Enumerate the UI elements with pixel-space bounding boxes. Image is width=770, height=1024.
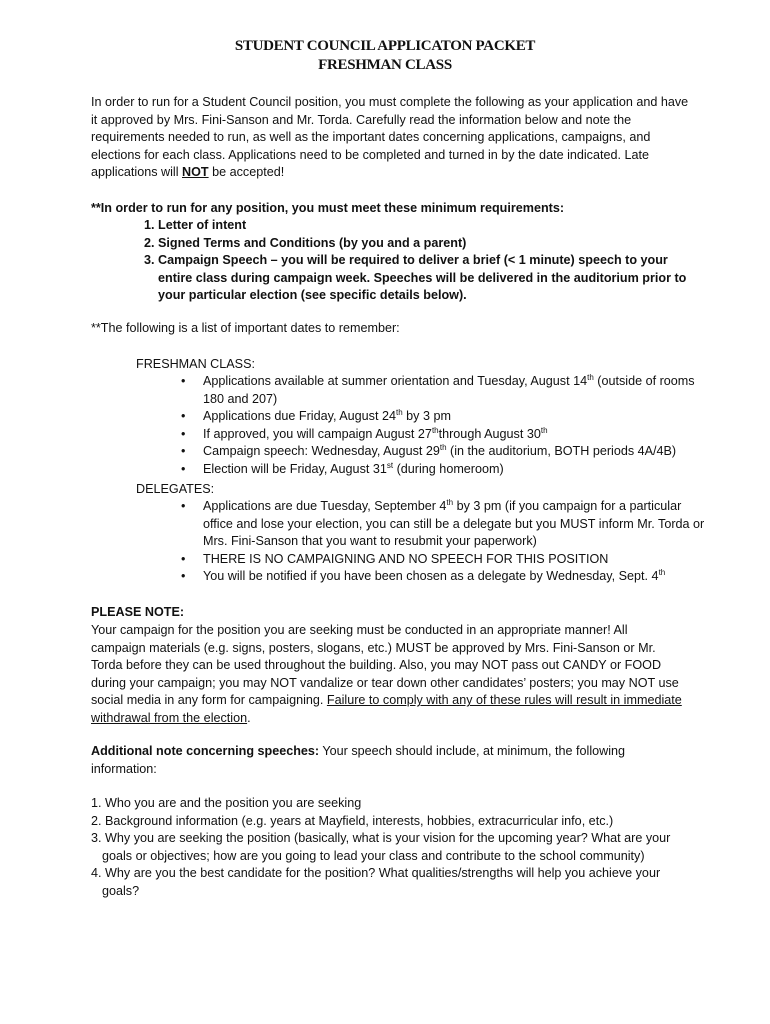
intro-text: In order to run for a Student Council position, you must complete the following as your application and have it approved by Mrs. Fini-Sanson and Mr. Torda. Carefully read the information below and note the requirements needed to run, as well as the important dates concerning applications, campaigns, and elections for each class. Applications need to be completed and turned in by the date indicated. Late applications will (91, 95, 689, 180)
document-subtitle: FRESHMAN CLASS (318, 57, 452, 73)
requirement-item: 1. Letter of intent (158, 217, 703, 235)
please-note-warning: Failure to comply with any of these rules will result in immediate withdrawal from the election (91, 693, 682, 725)
list-item: 2. Background information (e.g. years at Mayfield, interests, hobbies, extracurricular info, etc.) (91, 813, 614, 828)
delegates-dates-list (181, 498, 708, 586)
speech-note-heading: Additional note concerning speeches: (91, 744, 320, 758)
requirement-item: 2. Signed Terms and Conditions (by you and a parent) (158, 235, 703, 253)
document-title: STUDENT COUNCIL APPLICATON PACKET (234, 38, 536, 54)
list-item: 1. Who you are and the position you are seeking (91, 796, 362, 810)
list-item: • You will be notified if you have been chosen as a delegate by Wednesday, Sept. 4th (203, 568, 708, 586)
freshman-dates-list (181, 373, 708, 479)
freshman-class-label: FRESHMAN CLASS: (136, 357, 255, 371)
dates-heading: **The following is a list of important dates to remember: (91, 321, 400, 335)
delegates-label: DELEGATES: (136, 482, 215, 496)
please-note-body: Your campaign for the position you are seeking must be conducted in an appropriate manner! All campaign materials (e.g. signs, posters, slogans, etc.) MUST be approved by Mrs. Fini-Sanson or Mr. Torda before they can be used throughout the building. Also, you may NOT pass out CANDY or FOOD during your campaign; you may NOT vandalize or tear down other candidates’ posters; you may NOT use social media in any form for campaigning. Failure to comply with any of these rules will result in immediate withdrawal from the election. (91, 623, 682, 725)
intro-text-end: be accepted! (208, 165, 285, 180)
intro-paragraph (91, 94, 691, 182)
list-item: • THERE IS NO CAMPAIGNING AND NO SPEECH FOR THIS POSITION (203, 551, 708, 569)
speech-info-list (91, 795, 691, 901)
list-item: • Campaign speech: Wednesday, August 29th (in the auditorium, BOTH periods 4A/4B) (203, 443, 708, 461)
requirements-list (136, 217, 703, 305)
list-item: • Applications are due Tuesday, September 4th by 3 pm (if you campaign for a particular office and lose your election, you can still be a delegate but you MUST inform Mr. Torda or Mrs. Fini-Sanson that you want to resubmit your paperwork) (203, 498, 708, 551)
list-item: • If approved, you will campaign August 27ththrough August 30th (203, 426, 708, 444)
requirements-heading: **In order to run for any position, you must meet these minimum requirements: (91, 201, 565, 215)
list-item: • Applications available at summer orientation and Tuesday, August 14th (outside of rooms 180 and 207) (203, 373, 708, 408)
speech-note-paragraph: Additional note concerning speeches: Your speech should include, at minimum, the following information: (91, 744, 626, 776)
list-item: 4. Why are you the best candidate for the position? What qualities/strengths will help you achieve your goals? (91, 866, 661, 898)
please-note-heading: PLEASE NOTE: (91, 605, 185, 619)
requirement-item: 3. Campaign Speech – you will be required to deliver a brief (< 1 minute) speech to your entire class during campaign week. Speeches will be delivered in the auditorium prior to your particular election (see specific details below). (158, 252, 703, 305)
list-item: • Election will be Friday, August 31st (during homeroom) (203, 461, 708, 479)
list-item: • Applications due Friday, August 24th by 3 pm (203, 408, 708, 426)
intro-emphasis: NOT (182, 165, 209, 180)
list-item: 3. Why you are seeking the position (basically, what is your vision for the upcoming year? What are your goals or objectives; how are you going to lead your class and contribute to the school community) (91, 831, 671, 863)
